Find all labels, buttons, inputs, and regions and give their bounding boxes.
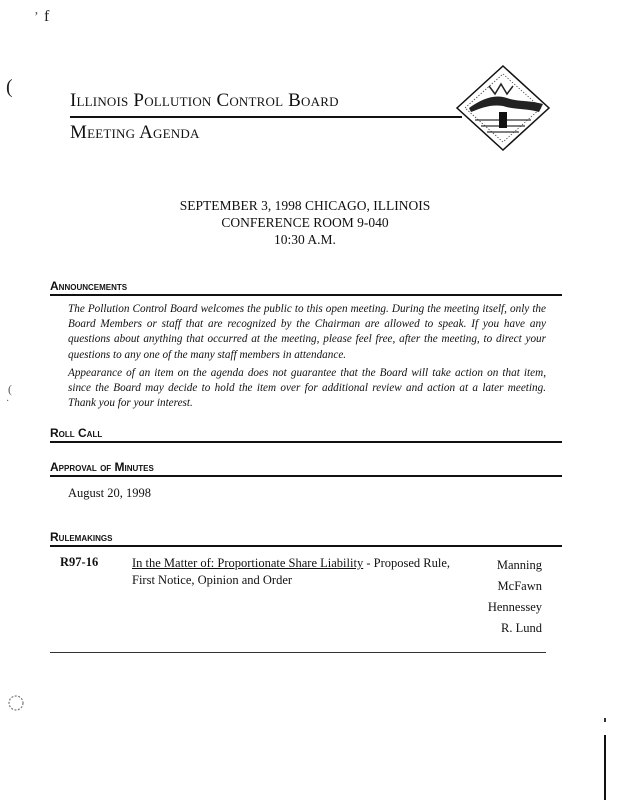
board-member: Hennessey	[487, 600, 542, 614]
rulemakings-heading: Rulemakings	[50, 530, 113, 544]
meeting-time: 10:30 A.M.	[274, 232, 336, 247]
meeting-info	[150, 197, 460, 248]
announcement-paragraph: Appearance of an item on the agenda does not guarantee that the Board will take action on that item, since the Board may decide to hold the item over for additional review and action at a later meeting. Thank you for your interest.	[68, 367, 546, 410]
minutes-date: August 20, 1998	[68, 486, 151, 500]
header-rule	[70, 116, 462, 118]
announcement-paragraph: The Pollution Control Board welcomes the public to this open meeting. During the meeting itself, only the Board Members or staff that are recognized by the Chairman are allowed to speak. If you have any questions about anything that occurred at the meeting, please feel free, after the meeting, to direct your questions to any one of the many staff members in attendance.	[68, 303, 546, 361]
board-member: R. Lund	[501, 621, 542, 635]
meeting-room: CONFERENCE ROOM 9-040	[221, 215, 389, 230]
scan-mark: f	[44, 8, 50, 25]
rulemaking-description	[132, 555, 462, 589]
rulemaking-detail: - Proposed Rule, First Notice, Opinion and Order	[132, 556, 451, 587]
board-members-list	[470, 555, 542, 639]
scan-mark: ʼ	[34, 10, 39, 25]
board-logo-icon	[455, 64, 551, 152]
rulemaking-id: R97-16	[60, 555, 99, 569]
announcements-heading: Announcements	[50, 279, 128, 293]
scan-mark: (	[8, 382, 12, 396]
scan-mark: ·	[6, 396, 10, 407]
board-member: McFawn	[497, 579, 542, 593]
rulemaking-title: In the Matter of: Proportionate Share Liability	[132, 556, 364, 570]
board-member: Manning	[496, 558, 542, 572]
section-rule	[50, 441, 562, 443]
section-rule	[50, 475, 562, 477]
scan-mark	[604, 718, 606, 722]
approval-of-minutes-heading: Approval of Minutes	[50, 460, 154, 474]
bottom-rule	[50, 652, 546, 653]
roll-call-heading: Roll Call	[50, 426, 103, 440]
meeting-date-location: SEPTEMBER 3, 1998 CHICAGO, ILLINOIS	[179, 198, 431, 213]
section-rule	[50, 294, 562, 296]
punch-hole-mark	[6, 692, 26, 714]
page-title: Illinois Pollution Control Board	[70, 90, 339, 111]
page-subtitle: Meeting Agenda	[70, 122, 200, 143]
scan-mark: (	[6, 76, 13, 98]
section-rule	[50, 545, 562, 547]
scan-edge-bar	[604, 735, 606, 800]
